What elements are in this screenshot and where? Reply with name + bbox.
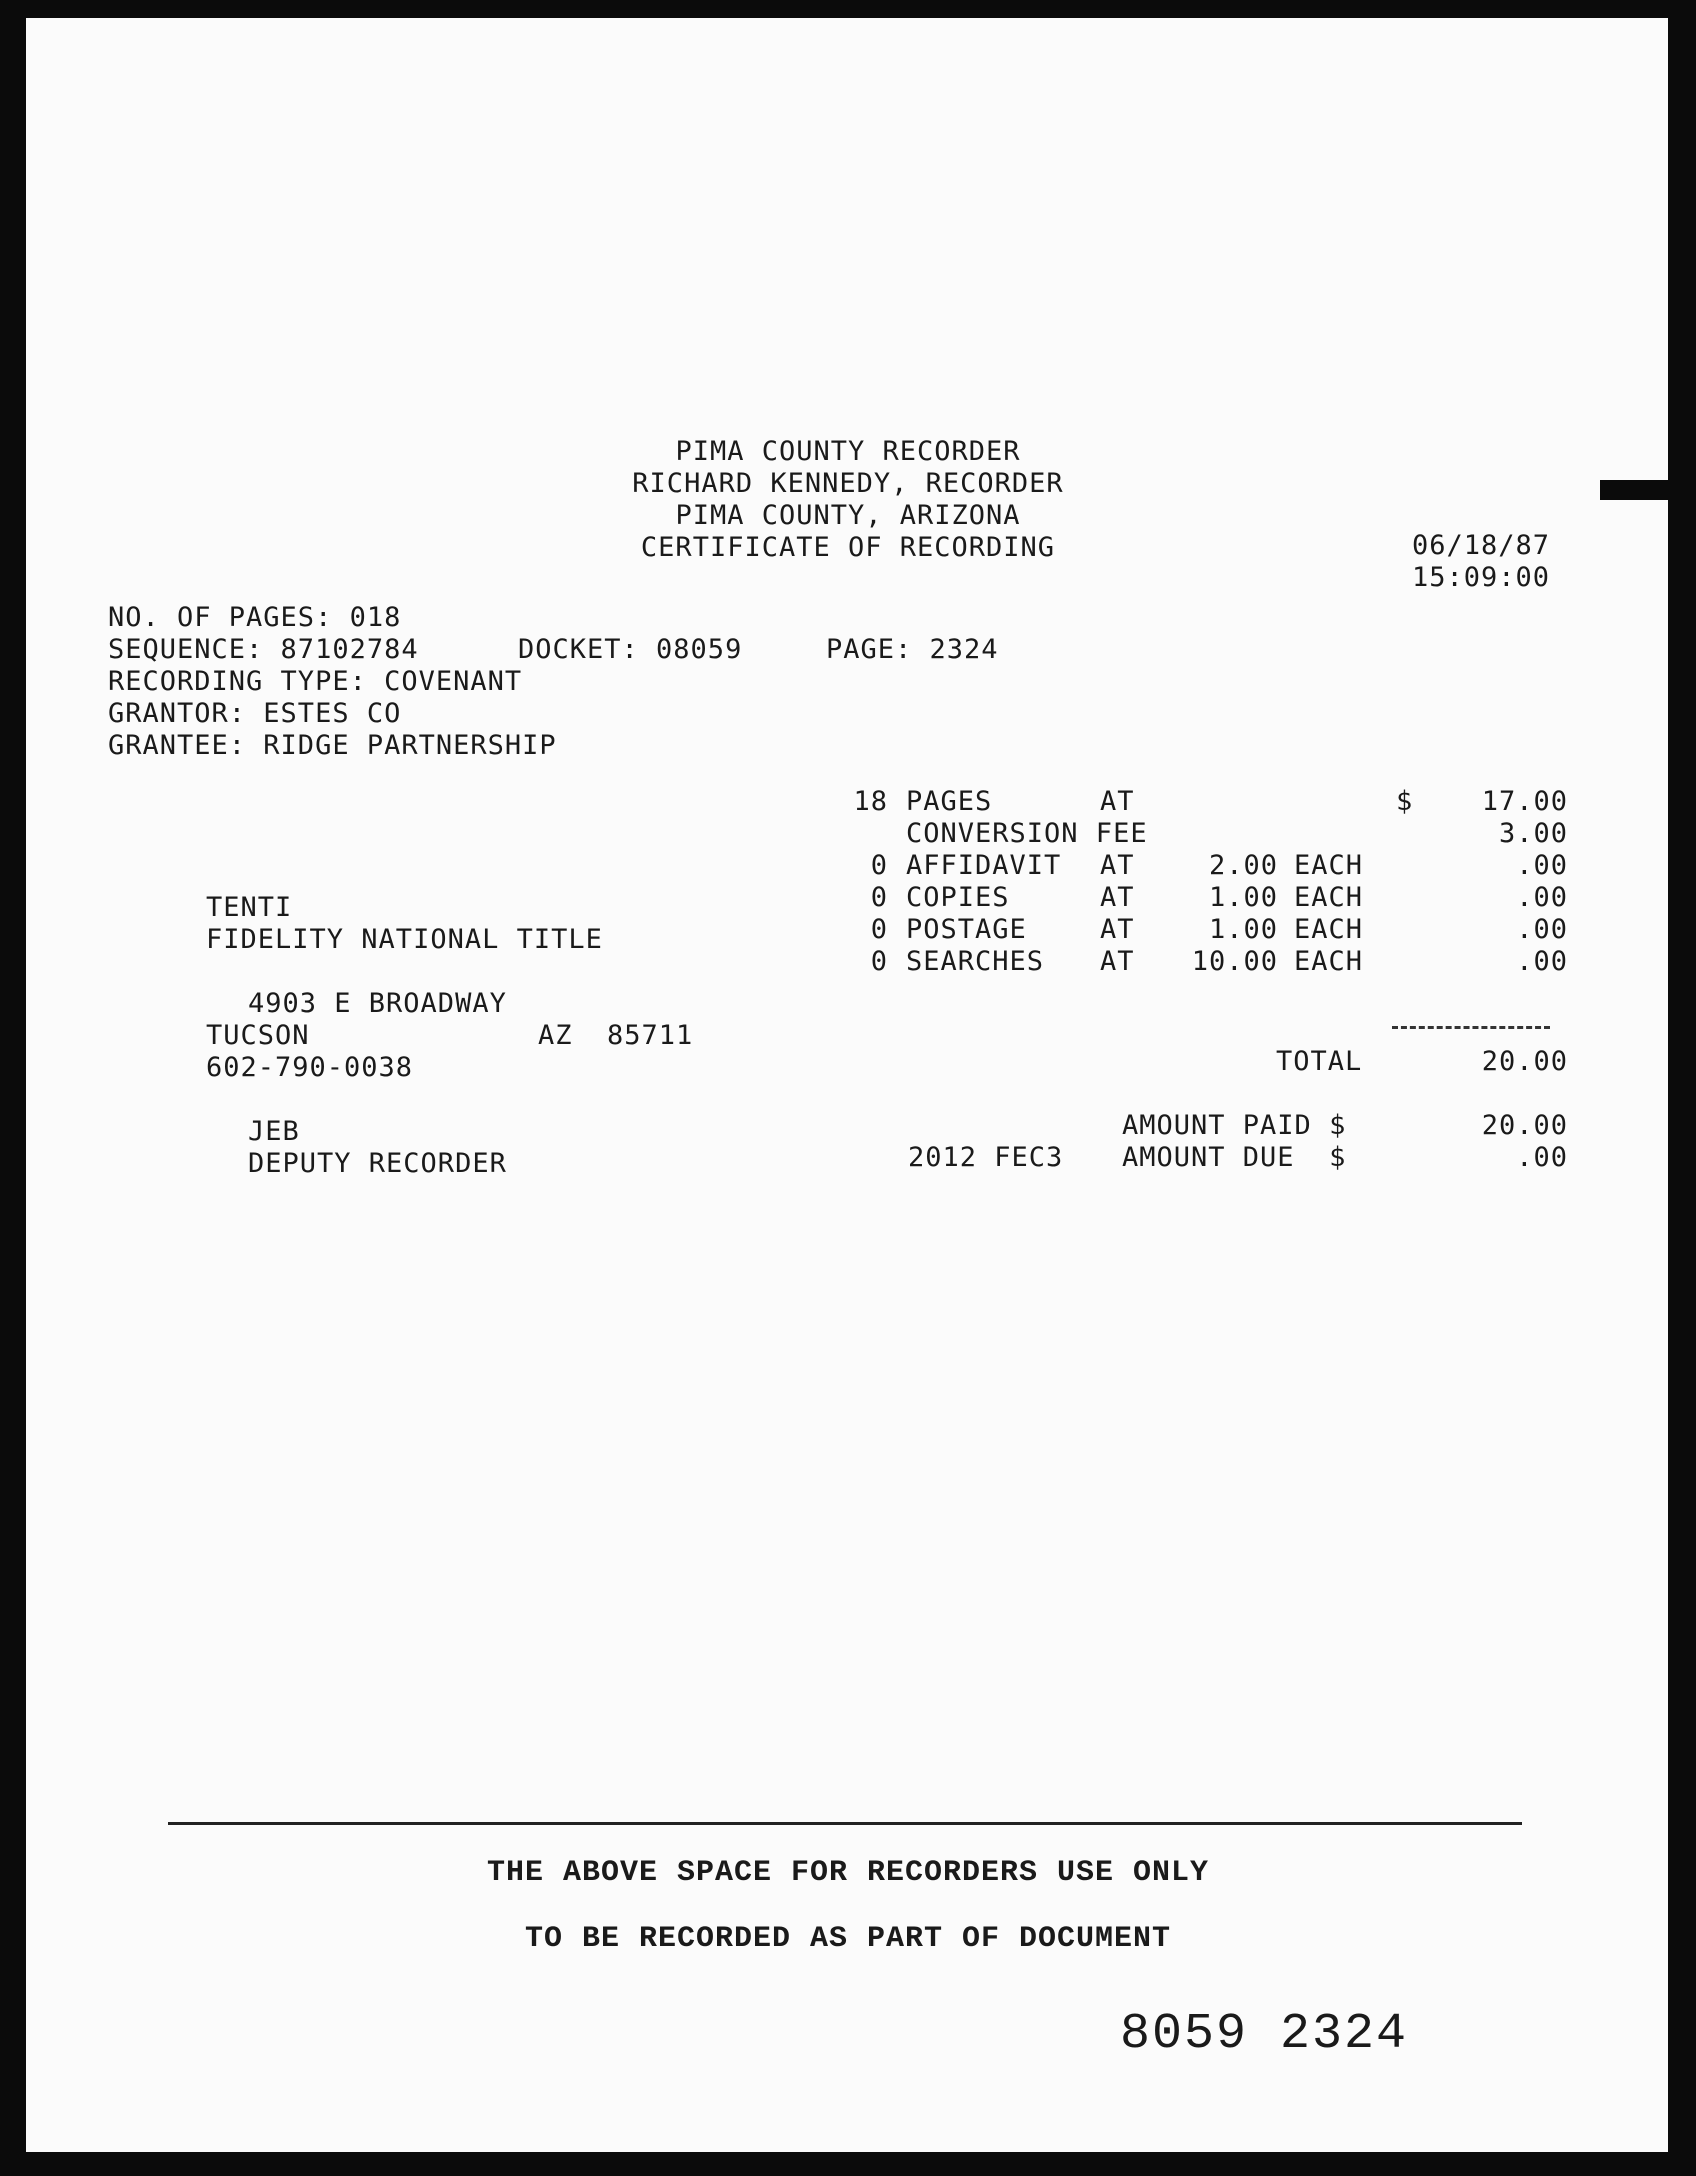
fee-at: AT	[1100, 882, 1135, 913]
fee-at: AT	[1100, 914, 1135, 945]
fee-rate: 2.00	[1208, 850, 1278, 881]
address-city: TUCSON	[206, 1020, 310, 1051]
fee-at: AT	[1100, 850, 1135, 881]
address-state-zip: AZ 85711	[538, 1020, 694, 1051]
fee-at: AT	[1100, 946, 1135, 977]
fee-qty: 0	[870, 850, 888, 881]
page-number: PAGE: 2324	[826, 634, 999, 665]
footer-recorder-use: THE ABOVE SPACE FOR RECORDERS USE ONLY	[486, 1856, 1210, 1890]
fee-item: COPIES	[906, 882, 1010, 913]
fee-amount: .00	[1516, 882, 1568, 913]
fee-qty: 0	[870, 882, 888, 913]
recording-date: 06/18/87	[1412, 530, 1551, 561]
recording-type: RECORDING TYPE: COVENANT	[108, 666, 523, 697]
sequence-number: SEQUENCE: 87102784	[108, 634, 419, 665]
amount-due-value: .00	[1516, 1142, 1568, 1173]
fee-rate: 10.00	[1191, 946, 1278, 977]
header-certificate-title: CERTIFICATE OF RECORDING	[640, 532, 1056, 563]
amount-due-label: AMOUNT DUE $	[1122, 1142, 1347, 1173]
recording-time: 15:09:00	[1412, 562, 1551, 593]
grantor: GRANTOR: ESTES CO	[108, 698, 402, 729]
deputy-title: DEPUTY RECORDER	[248, 1148, 507, 1179]
fee-amount: .00	[1516, 914, 1568, 945]
fee-item: PAGES	[906, 786, 993, 817]
address-attention: TENTI	[206, 892, 293, 923]
footer-recorded-note: TO BE RECORDED AS PART OF DOCUMENT	[524, 1922, 1172, 1956]
recorder-space-rule	[168, 1822, 1522, 1825]
fee-qty: 18	[853, 786, 888, 817]
number-of-pages: NO. OF PAGES: 018	[108, 602, 402, 633]
fee-dollar: $	[1396, 786, 1414, 817]
header-recorder-name: RICHARD KENNEDY, RECORDER	[632, 468, 1064, 499]
document-number: 8059 2324	[1120, 2006, 1409, 2063]
address-street: 4903 E BROADWAY	[248, 988, 507, 1019]
fee-code: 2012 FEC3	[908, 1142, 1064, 1173]
fee-item: CONVERSION FEE	[906, 818, 1148, 849]
address-company: FIDELITY NATIONAL TITLE	[206, 924, 603, 955]
document-sheet	[26, 18, 1668, 2152]
fee-item: SEARCHES	[906, 946, 1045, 977]
amount-paid-value: 20.00	[1481, 1110, 1568, 1141]
address-phone: 602-790-0038	[206, 1052, 414, 1083]
fee-amount: .00	[1516, 850, 1568, 881]
docket-number: DOCKET: 08059	[518, 634, 743, 665]
total-label: TOTAL	[1276, 1046, 1363, 1077]
fee-amount: 17.00	[1481, 786, 1568, 817]
fee-amount: .00	[1516, 946, 1568, 977]
fee-item: AFFIDAVIT	[906, 850, 1062, 881]
fee-qty: 0	[870, 946, 888, 977]
total-divider	[1392, 1026, 1550, 1029]
amount-paid-label: AMOUNT PAID $	[1122, 1110, 1347, 1141]
header-office: PIMA COUNTY RECORDER	[675, 436, 1021, 467]
grantee: GRANTEE: RIDGE PARTNERSHIP	[108, 730, 557, 761]
header-county-state: PIMA COUNTY, ARIZONA	[675, 500, 1021, 531]
fee-rate: 1.00	[1208, 882, 1278, 913]
fee-amount: 3.00	[1498, 818, 1568, 849]
fee-each: EACH	[1294, 914, 1364, 945]
total-value: 20.00	[1481, 1046, 1568, 1077]
fee-each: EACH	[1294, 882, 1364, 913]
fee-each: EACH	[1294, 946, 1364, 977]
fee-qty: 0	[870, 914, 888, 945]
fee-item: POSTAGE	[906, 914, 1027, 945]
fee-at: AT	[1100, 786, 1135, 817]
fee-rate: 1.00	[1208, 914, 1278, 945]
deputy-initials: JEB	[248, 1116, 300, 1147]
fee-each: EACH	[1294, 850, 1364, 881]
scan-edge-mark	[1600, 480, 1668, 500]
